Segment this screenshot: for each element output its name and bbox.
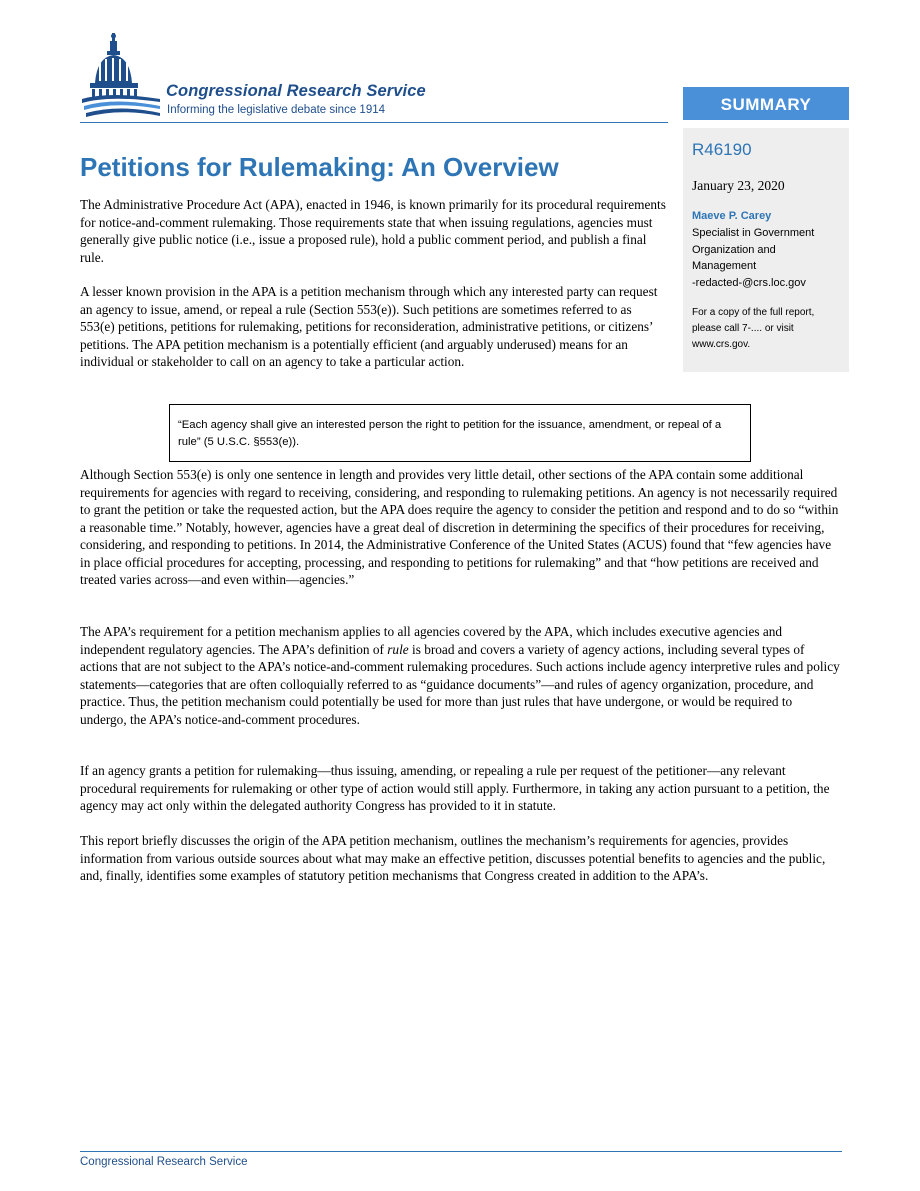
paragraph-4	[80, 623, 842, 728]
org-tagline: Informing the legislative debate since 1914	[167, 104, 386, 116]
paragraph-4-end: is broad and covers a variety of agency actions, including several types of actions that are not subject to the APA’s notice-and-comment rulemaking procedures. Such actions include agency interpretive rules and policy statements—categories that are often colloquially referred to as “guidance documents”—and rules of agency organization, procedure, and practice. Thus, the petition mechanism could potentially be used for more than just rules that have undergone, or would be required to undergo, the APA’s notice-and-comment procedures.	[80, 641, 840, 727]
paragraph-1: The Administrative Procedure Act (APA), enacted in 1946, is known primarily for its procedural requirements for notice-and-comment rulemaking. Those requirements state that when issuing regulations, agencies must generally give public notice (i.e., issue a proposed rule), hold a public comment period, and publish a final rule.	[80, 197, 666, 265]
paragraph-6: This report briefly discusses the origin of the APA petition mechanism, outlines the mechanism’s requirements for agencies, provides information from various outside sources about what may make an effective petition, discusses potential benefits to agencies and the public, and, finally, identifies some examples of statutory petition mechanisms that Congress created in addition to the APA’s.	[80, 833, 826, 883]
report-date: January 23, 2020	[692, 178, 785, 193]
paragraph-3: Although Section 553(e) is only one sentence in length and provides very little detail, other sections of the APA contain some additional requirements for agencies with regard to receiving, considering, and responding to rulemaking petitions. An agency is not necessarily required to grant the petition or take the requested action, but the APA does require the agency to consider the petition and respond and to do so “within a reasonable time.” Notably, however, agencies have a great deal of discretion in determining the specifics of their procedures for receiving, considering, and responding to petitions. In 2014, the Administrative Conference of the United States (ACUS) found that “few agencies have in place official procedures for accepting, processing, and responding to petitions for rulemaking” and that “how petitions are received and treated varies across—and even within—agencies.”	[80, 467, 839, 587]
org-name: Congressional Research Service	[166, 82, 426, 100]
document-title: Petitions for Rulemaking: An Overview	[80, 152, 559, 182]
summary-heading: SUMMARY	[683, 87, 849, 120]
capitol-dome-icon	[80, 33, 162, 121]
footer-org-name: Congressional Research Service	[80, 1156, 248, 1168]
header-divider	[80, 122, 668, 123]
paragraph-4-start: The APA’s requirement for a petition mechanism applies to all agencies covered by the APA, which includes executive agencies and independent regulatory agencies. The APA’s definition of	[80, 624, 783, 657]
paragraph-2: A lesser known provision in the APA is a petition mechanism through which any interested party can request an agency to issue, amend, or repeal a rule (Section 553(e)). Such petitions are sometimes referred to as 553(e) petitions, petitions for rulemaking, petitions for reconsideration, administrative petitions, or citizens’ petitions. The APA petition mechanism is a potentially efficient (and arguably underused) means for an individual or stakeholder to call on an agency to take a particular action.	[80, 284, 658, 369]
quote-text: “Each agency shall give an interested person the right to petition for the issuance, amendment, or repeal of a rule” (5 U.S.C. §553(e)).	[178, 419, 722, 448]
summary-sidebar	[683, 128, 849, 372]
author-title: Specialist in Government Organization and Management	[692, 227, 815, 272]
copy-note: For a copy of the full report, please call 7-.... or visit www.crs.gov.	[692, 307, 815, 350]
report-number: R46190	[692, 140, 752, 159]
author-email[interactable]: -redacted-@crs.loc.gov	[692, 276, 806, 289]
footer-divider	[80, 1151, 842, 1152]
paragraph-5: If an agency grants a petition for rulemaking—thus issuing, amending, or repealing a rule per request of the petitioner—any relevant procedural requirements for rulemaking or other type of action would still apply. Furthermore, in taking any action pursuant to a petition, the agency may act only within the delegated authority Congress has provided to it in statute.	[80, 763, 830, 813]
author-name[interactable]: Maeve P. Carey	[692, 210, 772, 222]
paragraph-4-italic-term: rule	[387, 641, 409, 657]
crs-logo	[80, 33, 480, 123]
quote-box	[169, 404, 751, 462]
